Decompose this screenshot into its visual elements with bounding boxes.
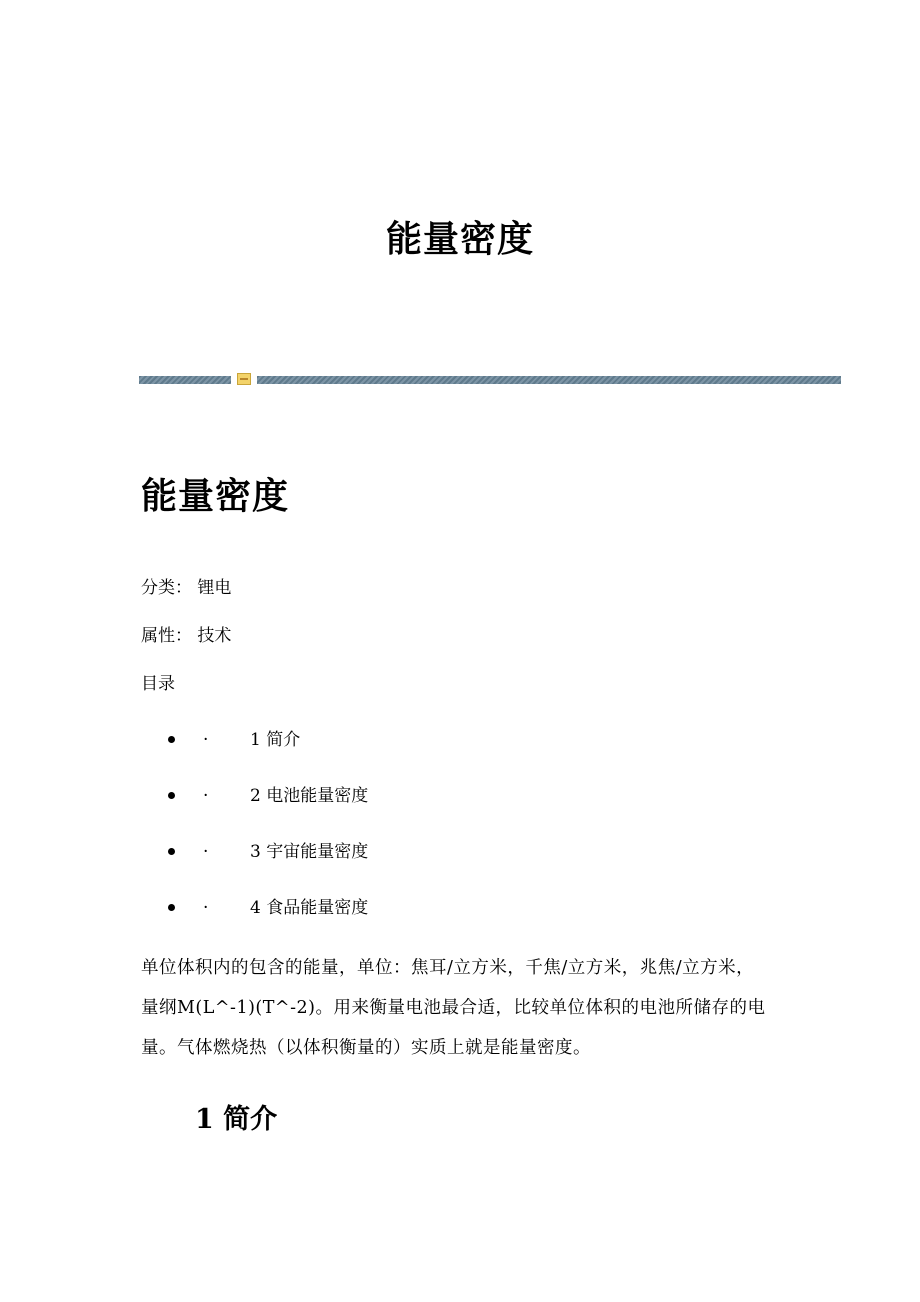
decorative-divider bbox=[139, 373, 841, 385]
bullet-icon bbox=[168, 904, 175, 911]
toc-item[interactable] bbox=[141, 838, 741, 894]
divider-bar-right bbox=[257, 376, 841, 384]
toc-tick: · bbox=[203, 842, 209, 862]
intro-paragraph bbox=[141, 948, 781, 1068]
category-value[interactable]: 锂电 bbox=[197, 578, 232, 598]
divider-ornament-icon bbox=[237, 373, 251, 385]
category-line bbox=[141, 575, 231, 601]
table-of-contents bbox=[141, 726, 741, 950]
toc-item-label[interactable]: 1 简介 bbox=[250, 730, 301, 750]
category-label: 分类： bbox=[141, 578, 192, 598]
attribute-value[interactable]: 技术 bbox=[197, 626, 232, 646]
bullet-icon bbox=[168, 736, 175, 743]
toc-item[interactable] bbox=[141, 726, 741, 782]
attribute-line bbox=[141, 623, 231, 649]
toc-label: 目录 bbox=[141, 674, 175, 694]
bullet-icon bbox=[168, 792, 175, 799]
toc-item-label[interactable]: 4 食品能量密度 bbox=[250, 898, 369, 918]
toc-item-label[interactable]: 2 电池能量密度 bbox=[250, 786, 369, 806]
toc-item[interactable] bbox=[141, 782, 741, 838]
toc-item[interactable] bbox=[141, 894, 741, 950]
cover-title: 能量密度 bbox=[385, 218, 534, 260]
toc-tick: · bbox=[203, 898, 209, 918]
divider-bar-left bbox=[139, 376, 231, 384]
article-title: 能量密度 bbox=[141, 475, 290, 517]
bullet-icon bbox=[168, 848, 175, 855]
paragraph-line: 量纲M(L^-1)(T^-2)。用来衡量电池最合适，比较单位体积的电池所储存的电 bbox=[141, 998, 766, 1018]
paragraph-line: 量。气体燃烧热（以体积衡量的）实质上就是能量密度。 bbox=[141, 1038, 591, 1058]
attribute-label: 属性： bbox=[141, 626, 192, 646]
paragraph-line: 单位体积内的包含的能量，单位：焦耳/立方米，千焦/立方米，兆焦/立方米， bbox=[141, 958, 755, 978]
toc-item-label[interactable]: 3 宇宙能量密度 bbox=[250, 842, 369, 862]
toc-tick: · bbox=[203, 786, 209, 806]
section-heading: 1 简介 bbox=[195, 1104, 278, 1135]
toc-tick: · bbox=[203, 730, 209, 750]
